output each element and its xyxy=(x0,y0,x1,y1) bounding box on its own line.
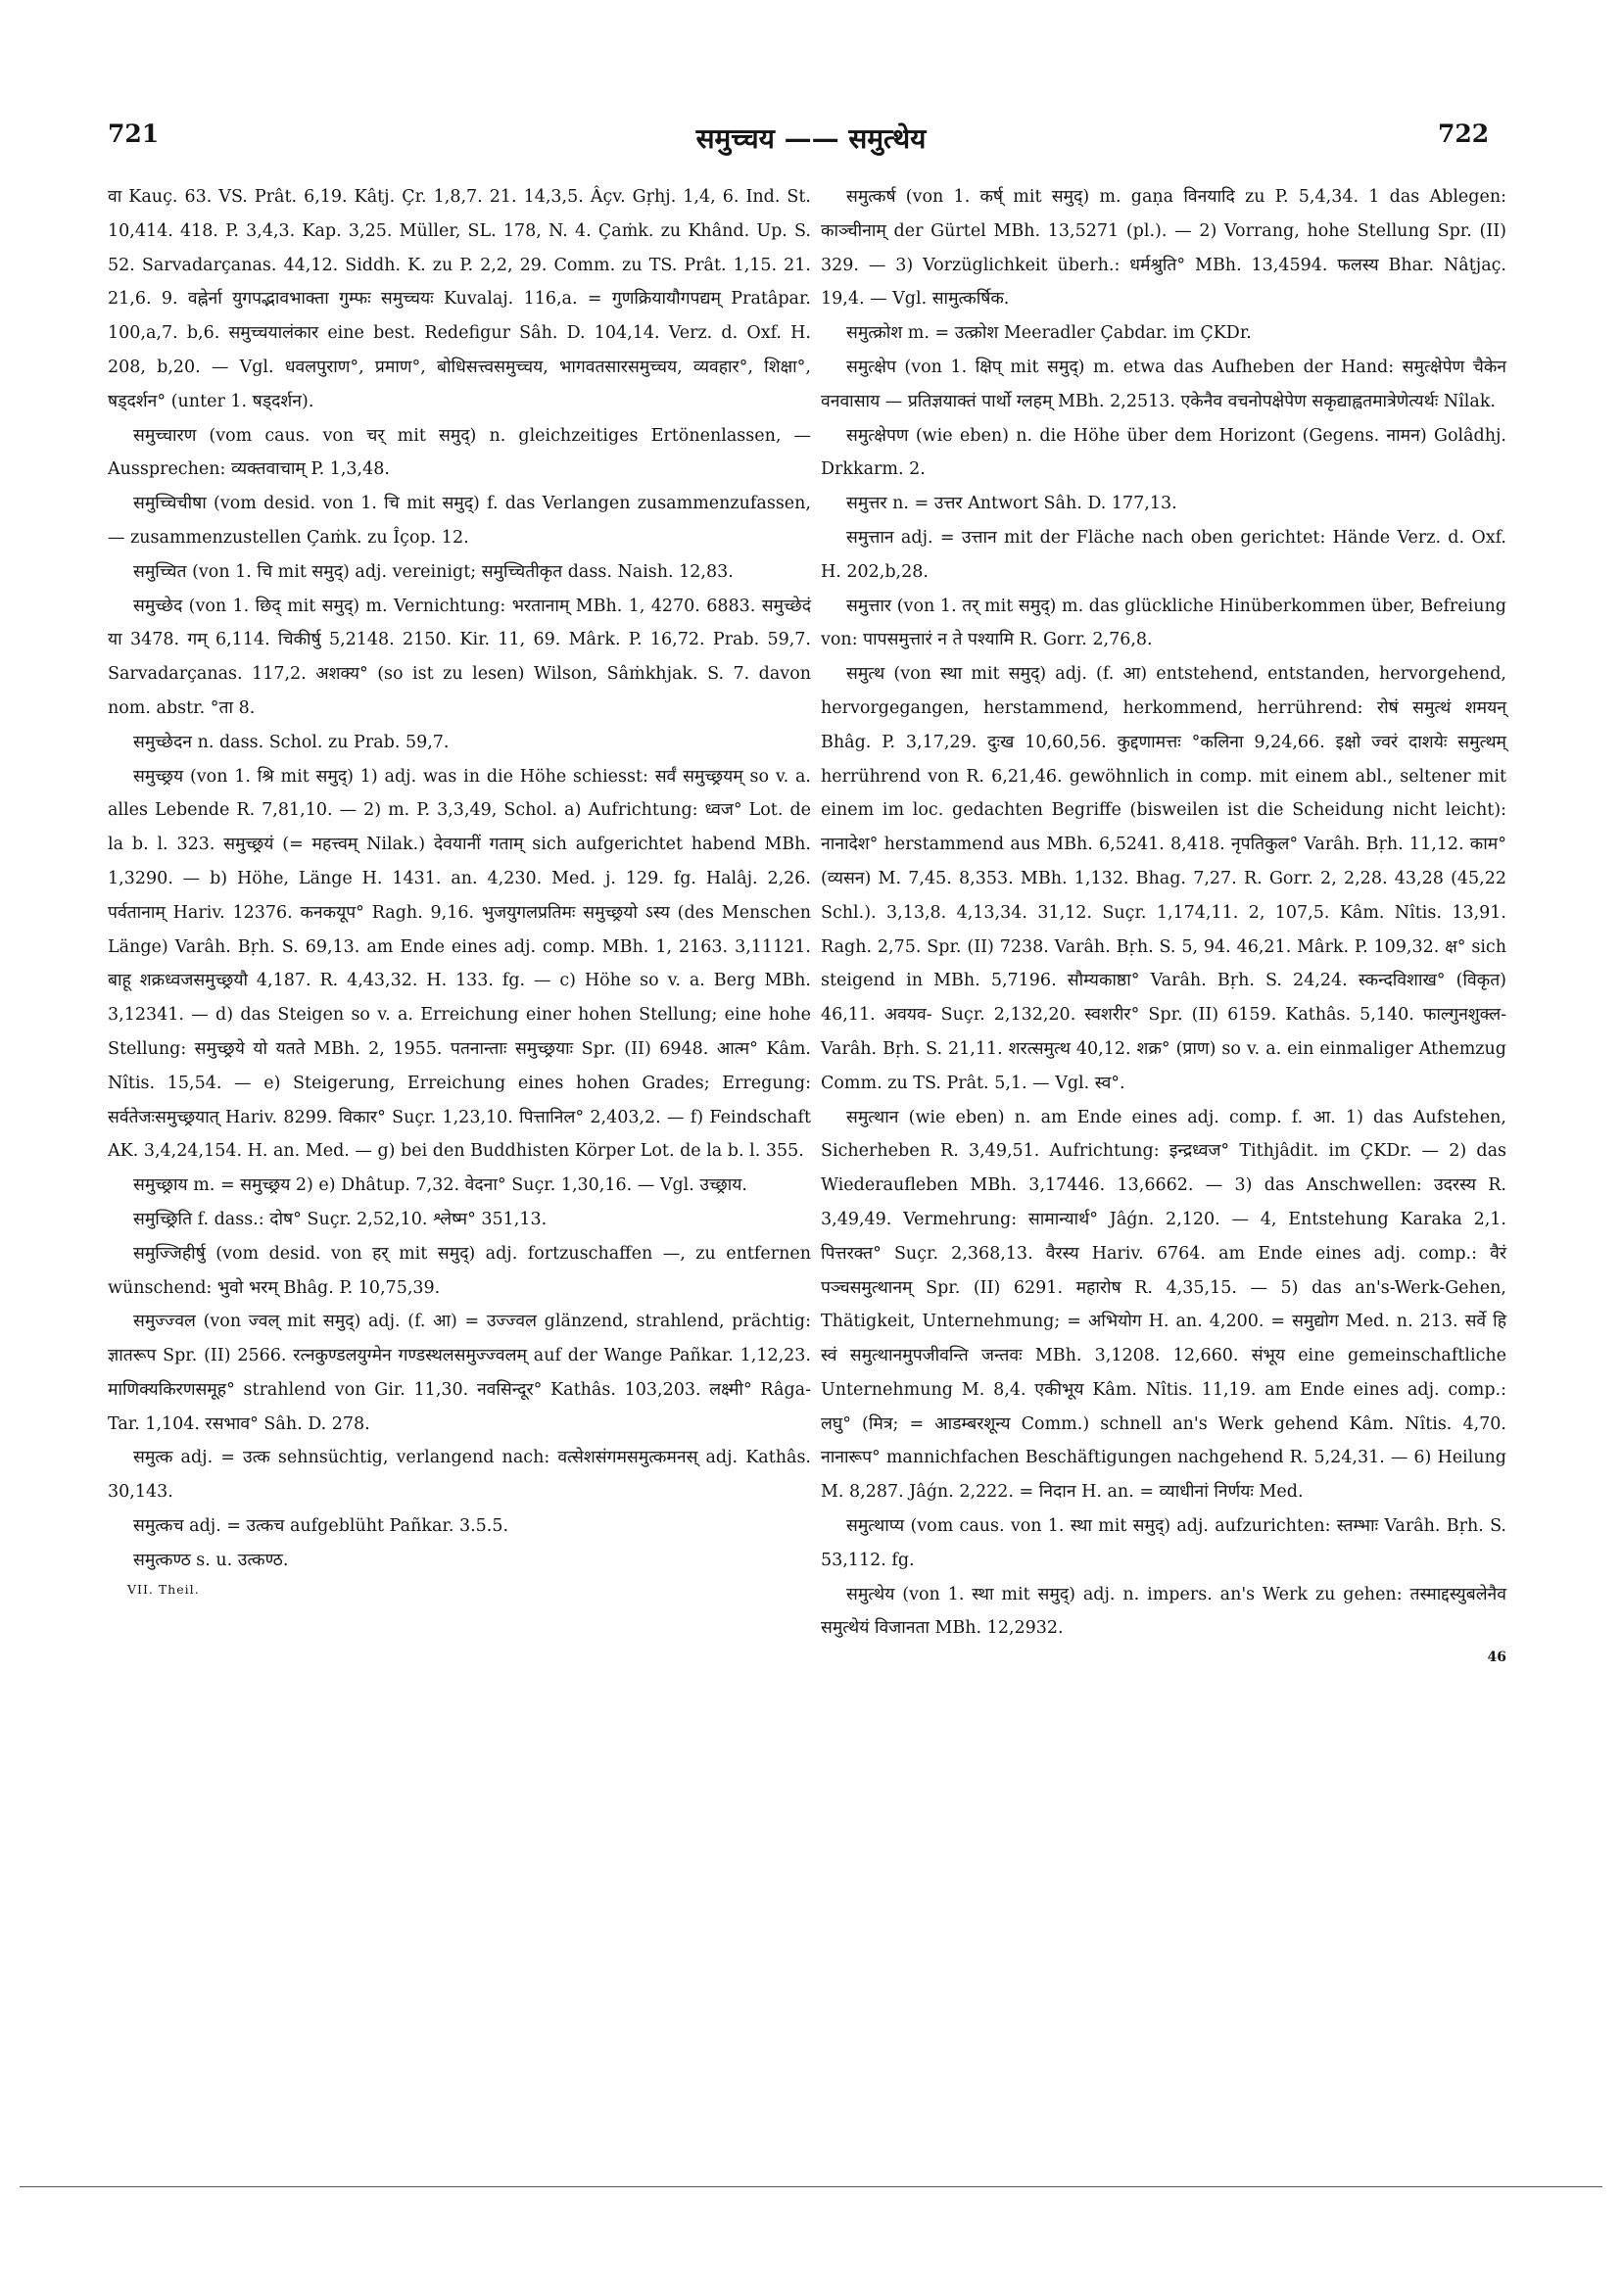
entry-paragraph: समुत्क्षेप (von 1. क्षिप् mit समुद्) m. etwa das Aufheben der Hand: समुत्क्षेपेण चैकेन वनवासाय — प्रतिज्ञयाक्तं पार्थो ग्लहम् MBh. 2,2513. एकेनैव वचनोपक्षेपेण सकृद्याह्वतमात्रेणेत्यर्थः Nîlak. xyxy=(821,357,1506,411)
entry-paragraph: समुज्ज्वल (von ज्वल् mit समुद्) adj. (f. आ) = उज्ज्वल glänzend, strahlend, prächtig: ज्ञातरूप Spr. (II) 2566. रत्नकुण्डलयुग्मेन गण्डस्थलसमुज्ज्वलम् auf der Wange Pañkar. 1,12,23. माणिक्यकिरणसमूह° strahlend von Gir. 11,30. नवसिन्दूर° Kathâs. 103,203. लक्ष्मी° Râga-Tar. 1,104. रसभाव° Sâh. D. 278. xyxy=(108,1312,811,1434)
entry-paragraph: समुच्चित (von 1. चि mit समुद्) adj. vereinigt; समुच्चितीकृत dass. Naish. 12,83. xyxy=(133,561,734,582)
entry-paragraph: समुत्कर्ष (von 1. कर्ष् mit समुद्) m. gaṇa विनयादि zu P. 5,4,34. 1 das Ablegen: काञ्चीनाम् der Gürtel MBh. 13,5271 (pl.). — 2) Vorrang, hohe Stellung Spr. (II) 329. — 3) Vorzüglichkeit überh.: धर्मश्रुति° MBh. 13,4594. फलस्य Bhar. Nâṭjaç. 19,4. — Vgl. सामुत्कर्षिक. xyxy=(821,187,1506,310)
entry-paragraph: समुत्तार (von 1. तर् mit समुद्) m. das glückliche Hinüberkommen über, Befreiung von: पापसमुत्तारं न ते पश्यामि R. Gorr. 2,76,8. xyxy=(821,596,1506,650)
bottom-rule xyxy=(20,2186,1602,2187)
signature-mark: 46 xyxy=(1487,1650,1506,1666)
right-column xyxy=(821,180,1506,1669)
entry-paragraph: समुच्छेद (von 1. छिद् mit समुद्) m. Vernichtung: भरतानाम् MBh. 1, 4270. 6883. समुच्छेदं या 3478. गम् 6,114. चिकीर्षु 5,2148. 2150. Kir. 11, 69. Mârk. P. 16,72. Prab. 59,7. Sarvadarçanas. 117,2. अशक्य° (so ist zu lesen) Wilson, Sâṁkhjak. S. 7. davon nom. abstr. °ता 8. xyxy=(108,596,811,718)
entry-paragraph: समुज्जिहीर्षु (vom desid. von हर् mit समुद्) adj. fortzuschaffen —, zu entfernen wünschend: भुवो भरम् Bhâg. P. 10,75,39. xyxy=(108,1243,811,1298)
entry-paragraph: समुत्क्षेपण (wie eben) n. die Höhe über dem Horizont (Gegens. नामन) Golâdhj. Drkkarm. 2. xyxy=(821,425,1506,480)
running-title: समुच्चय —— समुत्थेय xyxy=(695,122,927,155)
entry-paragraph: समुत्थेय (von 1. स्था mit समुद्) adj. n. impers. an's Werk zu gehen: तस्माद्दस्युबलेनैव समुत्थेयं विजानता MBh. 12,2932. xyxy=(821,1584,1506,1639)
page-number-left: 721 xyxy=(108,120,160,148)
entry-paragraph: वा Kauç. 63. VS. Prât. 6,19. Kâtj. Çr. 1,8,7. 21. 14,3,5. Âçv. Gṛhj. 1,4, 6. Ind. St. 10,414. 418. P. 3,4,3. Kap. 3,25. Müller, SL. 178, N. 4. Çaṁk. zu Khând. Up. S. 52. Sarvadarçanas. 44,12. Siddh. K. zu P. 2,2, 29. Comm. zu TS. Prât. 1,15. 21. 21,6. 9. वह्नेर्ना युगपद्भावभाक्ता गुम्फः समुच्चयः Kuvalaj. 116,a. = गुणक्रियायौगपद्यम् Pratâpar. 100,a,7. b,6. समुच्चयालंकार eine best. Redefigur Sâh. D. 104,14. Verz. d. Oxf. H. 208, b,20. — Vgl. धवलपुराण°, प्रमाण°, बोधिसत्त्वसमुच्चय, भागवतसारसमुच्चय, व्यवहार°, शिक्षा°, षड्दर्शन° (unter 1. षड्दर्शन). xyxy=(108,187,811,411)
left-column xyxy=(108,180,811,1602)
entry-paragraph: समुच्चारण (vom caus. von चर् mit समुद्) n. gleichzeitiges Ertönenlassen, — Aussprechen: व्यक्तवाचाम् P. 1,3,48. xyxy=(108,425,811,480)
entry-paragraph: समुत्तान adj. = उत्तान mit der Fläche nach oben gerichtet: Hände Verz. d. Oxf. H. 202,b,28. xyxy=(821,527,1506,582)
page-number-right: 722 xyxy=(1438,120,1490,148)
entry-paragraph: समुच्छ्राय m. = समुच्छ्रय 2) e) Dhâtup. 7,32. वेदना° Suçr. 1,30,16. — Vgl. उच्छ्राय. xyxy=(133,1175,747,1196)
volume-footer: VII. Theil. xyxy=(127,1581,200,1597)
entry-paragraph: समुत्क्रोश m. = उत्क्रोश Meeradler Çabdar. im ÇKDr. xyxy=(846,323,1252,344)
entry-paragraph: समुत्क adj. = उत्क sehnsüchtig, verlangend nach: वत्सेशसंगमसमुत्कमनस् adj. Kathâs. 30,143. xyxy=(108,1448,811,1503)
entry-paragraph: समुच्छेदन n. dass. Schol. zu Prab. 59,7. xyxy=(133,732,450,752)
entry-paragraph: समुत्कण्ठ s. u. उत्कण्ठ. xyxy=(133,1550,289,1570)
entry-paragraph: समुच्छ्रिति f. dass.: दोष° Suçr. 2,52,10. श्लेष्म° 351,13. xyxy=(133,1209,548,1229)
entry-paragraph: समुत्कच adj. = उत्कच aufgeblüht Pañkar. 3.5.5. xyxy=(133,1516,509,1537)
entry-paragraph: समुत्तर n. = उत्तर Antwort Sâh. D. 177,13. xyxy=(846,494,1177,514)
entry-paragraph: समुच्चिचीषा (vom desid. von 1. चि mit समुद्) f. das Verlangen zusammenzufassen, — zusammenzustellen Çaṁk. zu Îçop. 12. xyxy=(108,494,811,548)
entry-paragraph: समुत्थान (wie eben) n. am Ende eines adj. comp. f. आ. 1) das Aufstehen, Sicherheben R. 3,49,51. Aufrichtung: इन्द्रध्वज° Tithjâdit. im ÇKDr. — 2) das Wiederaufleben MBh. 3,17446. 13,6662. — 3) das Anschwellen: उदरस्य R. 3,49,49. Vermehrung: सामान्यार्थ° Jâǵn. 2,120. — 4, Entstehung Karaka 2,1. पित्तरक्त° Suçr. 2,368,13. वैरस्य Hariv. 6764. am Ende eines adj. comp.: वैरं पञ्चसमुत्थानम् Spr. (II) 6291. महारोष R. 4,35,15. — 5) das an's-Werk-Gehen, Thätigkeit, Unternehmung; = अभियोग H. an. 4,200. = समुद्योग Med. n. 213. सर्वे हि स्वं समुत्थानमुपजीवन्ति जन्तवः MBh. 3,1208. 12,660. संभूय eine gemeinschaftliche Unternehmung M. 8,4. एकीभूय Kâm. Nîtis. 11,19. am Ende eines adj. comp.: लघु° (मित्र; = आडम्बरशून्य Comm.) schnell an's Werk gehend Kâm. Nîtis. 4,70. नानारूप° mannichfachen Beschäftigungen nachgehend R. 5,24,31. — 6) Heilung M. 8,287. Jâǵn. 2,222. = निदान H. an. = व्याधीनां निर्णयः Med. xyxy=(821,1107,1506,1503)
entry-paragraph: समुत्थाप्य (vom caus. von 1. स्था mit समुद्) adj. aufzurichten: स्तम्भाः Varâh. Bṛh. S. 53,112. fg. xyxy=(821,1516,1506,1570)
entry-paragraph: समुत्थ (von स्था mit समुद्) adj. (f. आ) entstehend, entstanden, hervorgehend, hervorgegangen, herstammend, herkommend, herrührend: रोषं समुत्थं शमयन् Bhâg. P. 3,17,29. दुःख 10,60,56. कुद्दणामत्तः °कलिना 9,24,66. इक्षो ज्वरं दाशयेः समुत्थम् herrührend von R. 6,21,46. gewöhnlich in comp. mit einem abl., seltener mit einem im loc. gedachten Begriffe (bisweilen ist die Scheidung nicht leicht): नानादेश° herstammend aus MBh. 6,5241. 8,418. नृपतिकुल° Varâh. Bṛh. 11,12. काम° (व्यसन) M. 7,45. 8,353. MBh. 1,132. Bhag. 7,27. R. Gorr. 2, 2,28. 43,28 (45,22 Schl.). 3,13,8. 4,13,34. 31,12. Suçr. 1,174,11. 2, 107,5. Kâm. Nîtis. 13,91. Ragh. 2,75. Spr. (II) 7238. Varâh. Bṛh. S. 5, 94. 46,21. Mârk. P. 109,32. क्ष° sich steigend in MBh. 5,7196. सौम्यकाष्ठा° Varâh. Bṛh. S. 24,24. स्कन्दविशाख° (विकृत) 46,11. अवयव- Suçr. 2,132,20. स्वशरीर° Spr. (II) 6159. Kathâs. 5,140. फाल्गुनशुक्ल- Varâh. Bṛh. S. 21,11. शरत्समुत्थ 40,12. शक्र° (प्राण) so v. a. ein einmaliger Athemzug Comm. zu TS. Prât. 5,1. — Vgl. स्व°. xyxy=(821,664,1506,1093)
entry-paragraph: समुच्छ्रय (von 1. श्रि mit समुद्) 1) adj. was in die Höhe schiesst: सर्वं समुच्छ्रयम् so v. a. alles Lebende R. 7,81,10. — 2) m. P. 3,3,49, Schol. a) Aufrichtung: ध्वज° Lot. de la b. l. 323. समुच्छ्रयं (= महत्त्वम् Nilak.) देवयानीं गताम् sich aufgerichtet habend MBh. 1,3290. — b) Höhe, Länge H. 1431. an. 4,230. Med. j. 129. fg. Halâj. 2,26. पर्वतानाम् Hariv. 12376. कनकयूप° Ragh. 9,16. भुजयुगलप्रतिमः समुच्छ्रयो ऽस्य (des Menschen Länge) Varâh. Bṛh. S. 69,13. am Ende eines adj. comp. MBh. 1, 2163. 3,11121. बाहू शक्रध्वजसमुच्छ्रयौ 4,187. R. 4,43,32. H. 133. fg. — c) Höhe so v. a. Berg MBh. 3,12341. — d) das Steigen so v. a. Erreichung einer hohen Stellung; eine hohe Stellung: समुच्छ्रये यो यतते MBh. 2, 1955. पतनान्ताः समुच्छ्रयाः Spr. (II) 6948. आत्म° Kâm. Nîtis. 15,54. — e) Steigerung, Erreichung eines hohen Grades; Erregung: सर्वतेजःसमुच्छ्रयात् Hariv. 8299. विकार° Suçr. 1,23,10. पित्तानिल° 2,403,2. — f) Feindschaft AK. 3,4,24,154. H. an. Med. — g) bei den Buddhisten Körper Lot. de la b. l. 355. xyxy=(108,766,811,1162)
